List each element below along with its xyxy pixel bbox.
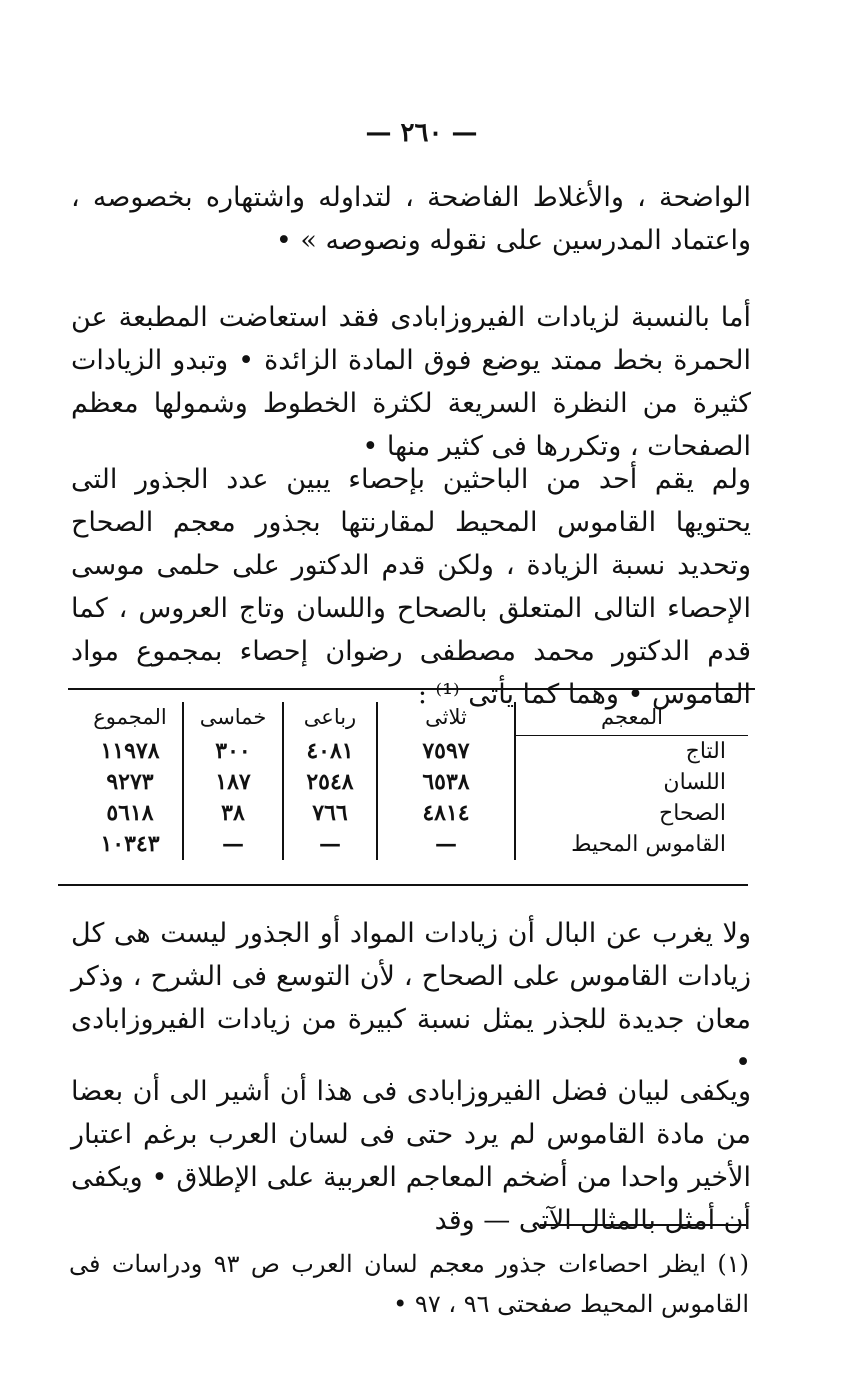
cell-quinquelateral: ٣٨ [183,798,283,829]
footnote-rule [540,1224,746,1226]
header-dictionary: المعجم [515,702,748,736]
cell-quinquelateral: ١٨٧ [183,767,283,798]
cell-quadrilateral: ٧٦٦ [283,798,377,829]
table-row [78,798,748,829]
cell-dictionary: اللسان [515,767,748,798]
table-bottom-rule [58,884,748,886]
cell-trilateral: ٧٥٩٧ [377,736,515,768]
cell-total: ١٠٣٤٣ [100,831,160,857]
table-row [78,767,748,798]
cell-trilateral: — [377,829,515,860]
cell-total: ٩٢٧٣ [106,769,154,795]
header-total: المجموع [93,705,167,730]
cell-quadrilateral: ٢٥٤٨ [283,767,377,798]
cell-dictionary: الصحاح [515,798,748,829]
cell-total: ٥٦١٨ [106,800,154,826]
table-header-row [78,702,748,736]
paragraph-additions-scope: ولا يغرب عن البال أن زيادات المواد أو الجذور ليست هى كل زيادات القاموس على الصحاح ، لأن التوسع فى الشرح ، وذكر معان جديدة للجذر يمثل نسبة كبيرة من زيادات الفيروزابادى • [71,918,751,1078]
header-quinquelateral: خماسى [183,702,283,736]
paragraph-example-intro: ويكفى لبيان فضل الفيروزابادى فى هذا أن أشير الى أن بعضا من مادة القاموس لم يرد حتى فى لسان العرب برغم اعتبار الأخير واحدا من أضخم المعاجم العربية على الإطلاق • ويكفى أن أمثل بالمثال الآتى — وقد [71,1076,751,1236]
paragraph-statistics-intro: ولم يقم أحد من الباحثين بإحصاء يبين عدد الجذور التى يحتويها القاموس المحيط لمقارنتها بجذور معجم الصحاح وتحديد نسبة الزيادة ، ولكن قدم الدكتور على حلمى موسى الإحصاء التالى المتعلق بالصحاح واللسان وتاج العروس ، كما قدم الدكتور محمد مصطفى رضوان إحصاء بمجموع مواد القاموس • وهما كما يأتى ⁽¹⁾ : [71,464,751,710]
cell-quadrilateral: ٤٠٨١ [283,736,377,768]
paragraph-additions-marking: أما بالنسبة لزيادات الفيروزابادى فقد استعاضت المطبعة عن الحمرة بخط ممتد يوضع فوق المادة الزائدة • وتبدو الزيادات كثيرة من النظرة السريعة لكثرة الخطوط وشمولها معظم الصفحات ، وتكررها فى كثير منها • [71,302,751,462]
cell-quinquelateral: — [183,829,283,860]
cell-total: ١١٩٧٨ [100,737,160,764]
cell-trilateral: ٦٥٣٨ [377,767,515,798]
cell-dictionary: القاموس المحيط [515,829,748,860]
cell-dictionary: التاج [515,736,748,768]
header-quadrilateral: رباعى [283,702,377,736]
cell-quadrilateral: — [283,829,377,860]
page-number: — ٢٦٠ — [365,118,478,148]
statistics-table [78,702,748,860]
footnote: (١) ايظر احصاءات جذور معجم لسان العرب ص ٩٣ ودراسات فى القاموس المحيط صفحتى ٩٦ ، ٩٧ • [69,1250,749,1318]
header-trilateral: ثلاثى [377,702,515,736]
cell-trilateral: ٤٨١٤ [377,798,515,829]
paragraph-quote-end: الواضحة ، والأغلاط الفاضحة ، لتداوله واشتهاره بخصوصه ، واعتماد المدرسين على نقوله ونصوصه » • [71,182,751,256]
cell-quinquelateral: ٣٠٠ [183,736,283,768]
table-row [78,829,748,860]
table-row [78,736,748,768]
table-top-rule [68,688,755,690]
